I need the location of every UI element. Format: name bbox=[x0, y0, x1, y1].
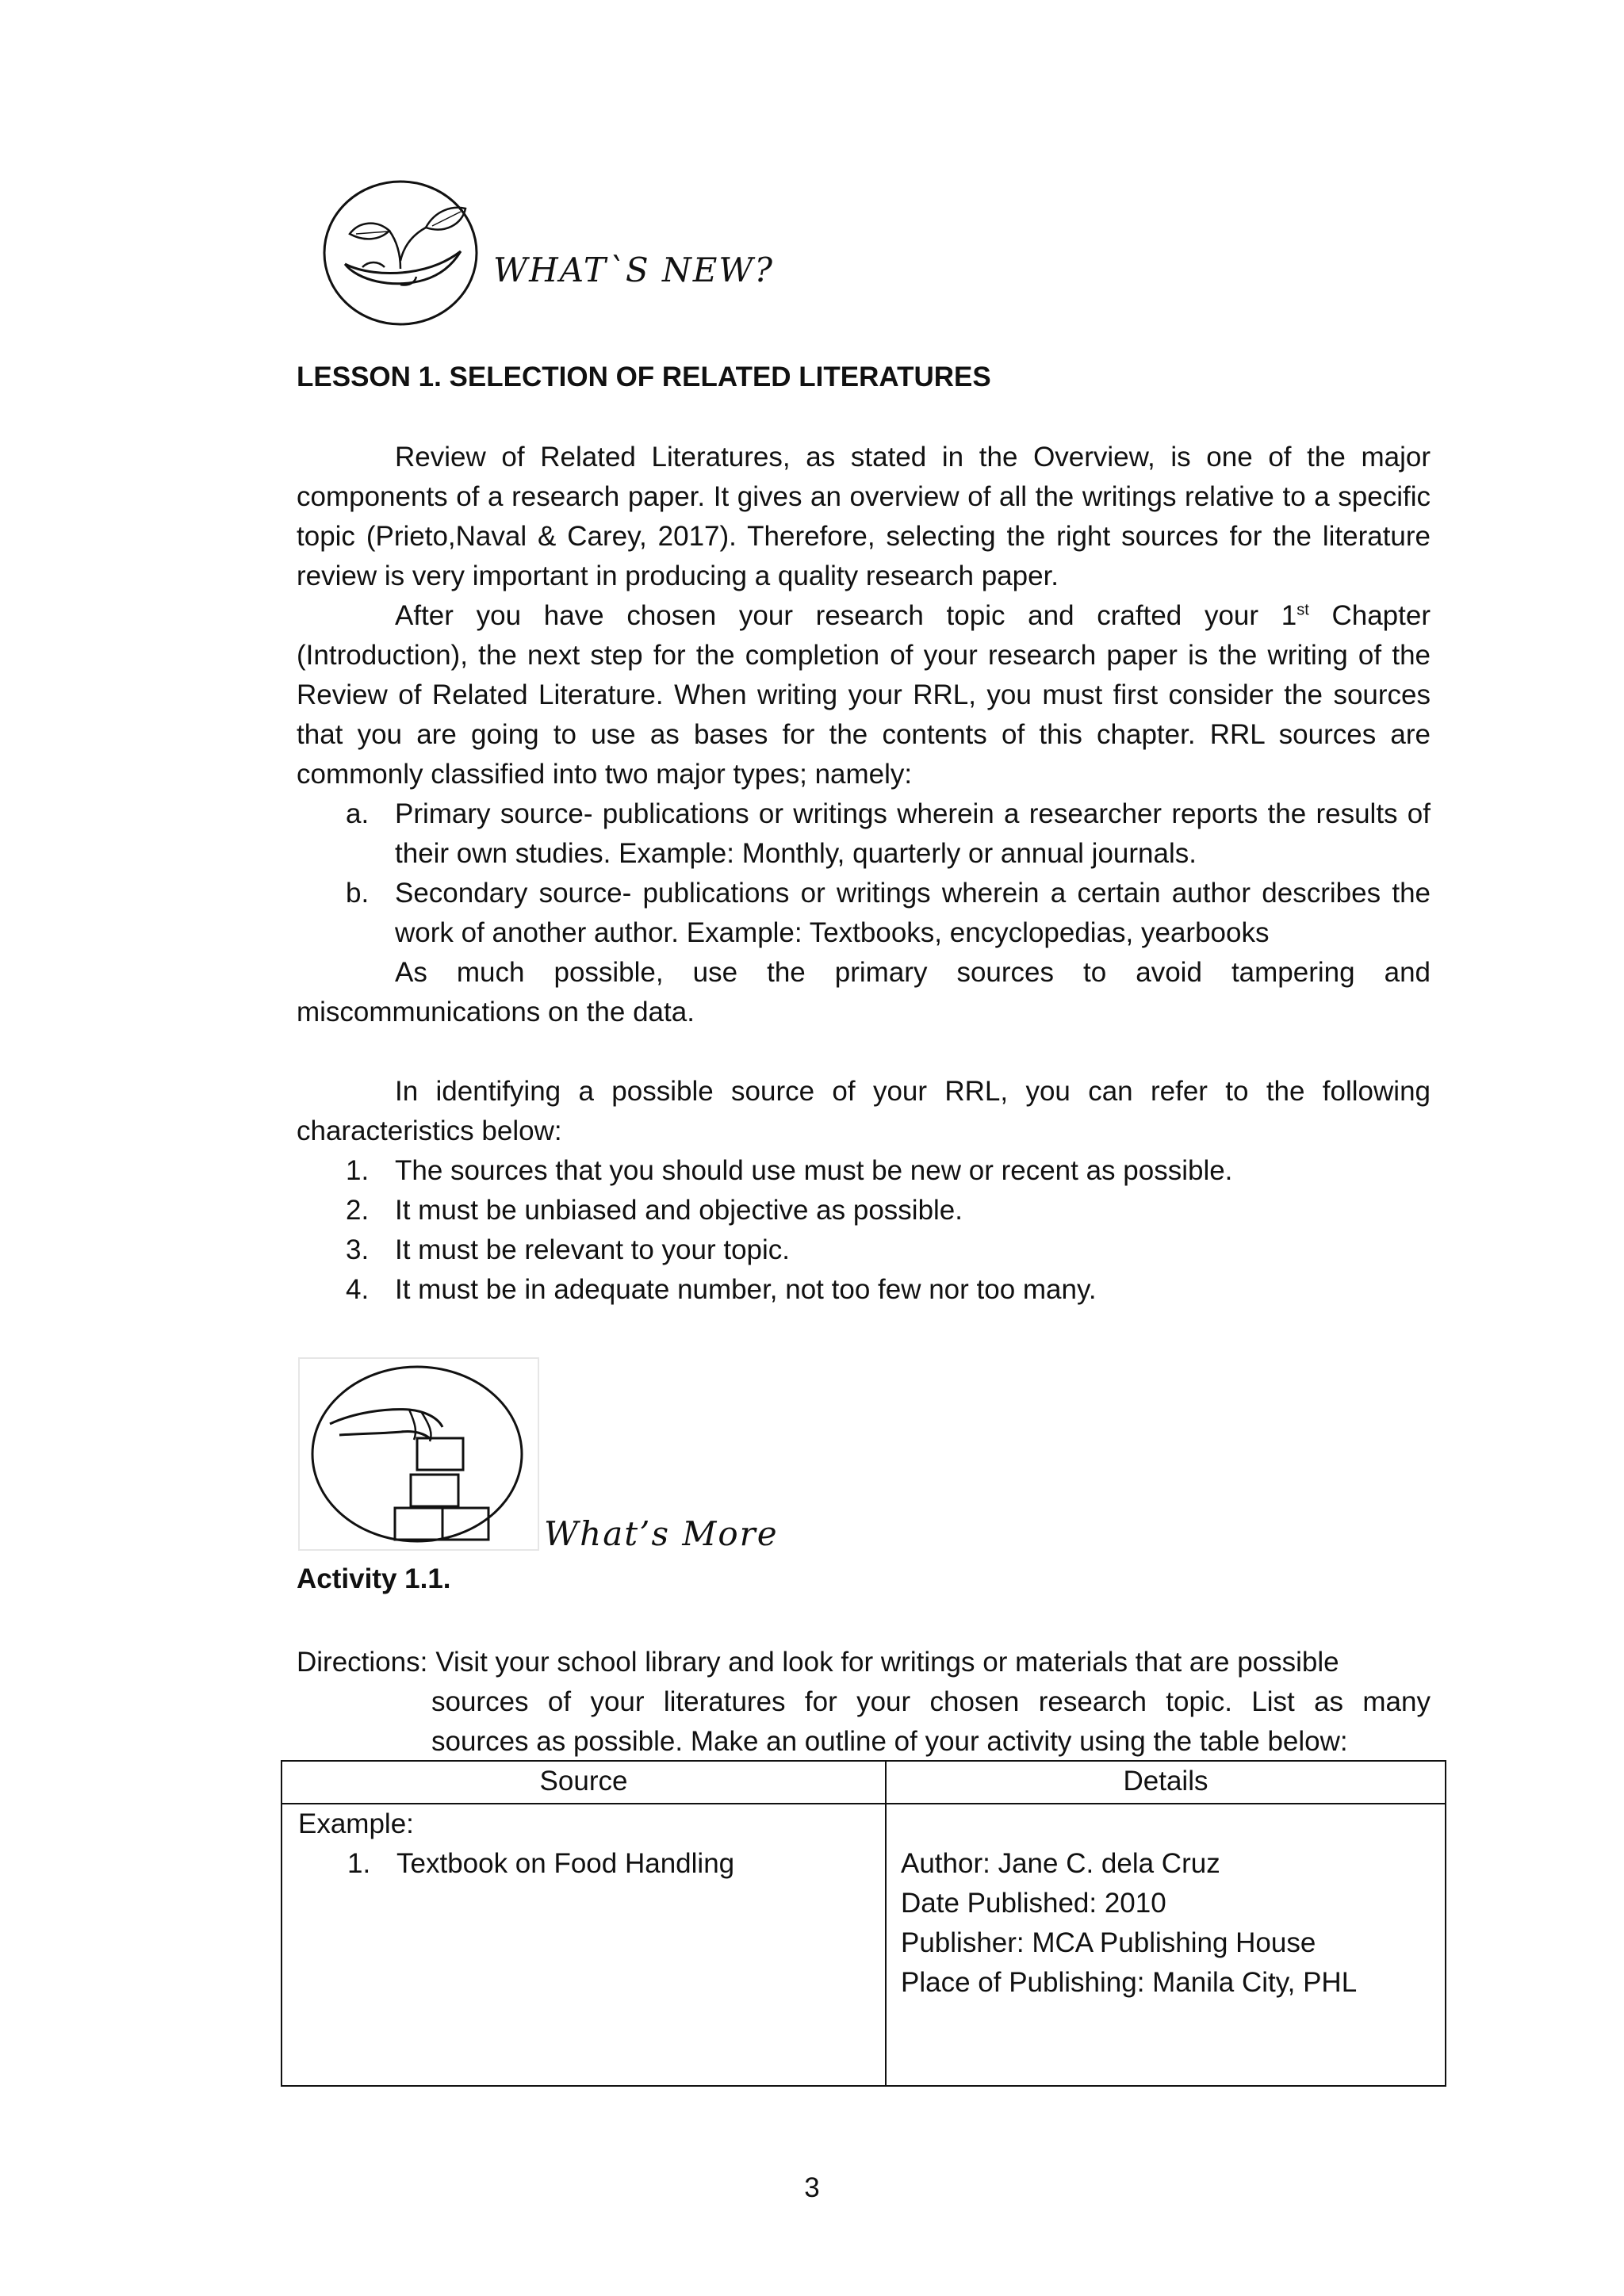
example-source: Textbook on Food Handling bbox=[396, 1848, 735, 1879]
directions-line-2: sources of your literatures for your chosen research topic. List as many bbox=[431, 1686, 1431, 1717]
column-header-source: Source bbox=[282, 1761, 886, 1804]
page-number: 3 bbox=[804, 2172, 820, 2203]
list-marker: 1. bbox=[347, 1848, 371, 1879]
list-item bbox=[297, 794, 1431, 874]
paragraph-characteristics-intro: In identifying a possible source of your RRL, you can refer to the following characteristics below: bbox=[297, 1076, 1431, 1146]
list-item bbox=[298, 1844, 885, 1884]
list-item bbox=[297, 1151, 1431, 1191]
lesson-heading: LESSON 1. SELECTION OF RELATED LITERATURES bbox=[297, 362, 991, 392]
list-item-text: It must be unbiased and objective as possible. bbox=[395, 1195, 963, 1226]
paragraph-rrl-sources-end: Chapter (Introduction), the next step for the completion of your research paper is the writing of the Review of Related Literature. When writing your RRL, you must first consider the sources that you are going to use as bases for the contents of this chapter. RRL sources are commonly classified into two major types; namely: bbox=[297, 600, 1431, 790]
list-marker: 4. bbox=[346, 1274, 370, 1305]
whats-more-title: What’s More bbox=[544, 1514, 779, 1553]
characteristics-list bbox=[297, 1151, 1431, 1310]
list-item bbox=[297, 874, 1431, 953]
blank-line bbox=[297, 1032, 1431, 1072]
directions-first-line bbox=[297, 1643, 1431, 1682]
plant-in-hand-icon bbox=[321, 178, 480, 327]
details-cell bbox=[886, 1804, 1446, 2086]
source-list bbox=[298, 1844, 885, 1884]
activity-table bbox=[281, 1760, 1446, 2087]
list-marker: b. bbox=[346, 878, 370, 909]
details-spacer bbox=[901, 1804, 1445, 1844]
list-item bbox=[297, 1270, 1431, 1310]
list-marker: 3. bbox=[346, 1234, 370, 1265]
list-item bbox=[297, 1230, 1431, 1270]
list-marker: 2. bbox=[346, 1195, 370, 1226]
list-item-text: It must be relevant to your topic. bbox=[395, 1234, 791, 1265]
activity-label: Activity 1.1. bbox=[297, 1563, 451, 1594]
list-item-text: It must be in adequate number, not too few nor too many. bbox=[395, 1274, 1097, 1305]
detail-publisher: Publisher: MCA Publishing House bbox=[901, 1927, 1316, 1958]
column-header-details: Details bbox=[886, 1761, 1446, 1804]
paragraph-intro: Review of Related Literatures, as stated in the Overview, is one of the major components of a research paper. It gives an overview of all the writings relative to a specific topic (Prieto,Naval & Carey, 2017). Therefore, selecting the right sources for the literature review is very important in producing a quality research paper. bbox=[297, 442, 1431, 591]
paragraph-primary-advice: As much possible, use the primary sources to avoid tampering and miscommunications on the data. bbox=[297, 957, 1431, 1027]
directions-lead: Directions: bbox=[297, 1647, 428, 1678]
list-item bbox=[297, 1191, 1431, 1230]
example-label: Example: bbox=[298, 1808, 414, 1839]
paragraph-rrl-sources-start: After you have chosen your research topic and crafted your 1 bbox=[395, 600, 1297, 631]
list-item-text: Primary source- publications or writings wherein a researcher reports the results of their own studies. Example: Monthly, quarterly or annual journals. bbox=[395, 798, 1431, 869]
hand-stacking-blocks-icon bbox=[298, 1357, 539, 1551]
table-row bbox=[282, 1804, 1446, 2086]
detail-place: Place of Publishing: Manila City, PHL bbox=[901, 1967, 1358, 1998]
lesson-body bbox=[297, 438, 1431, 1310]
directions-line-3: sources as possible. Make an outline of your activity using the table below: bbox=[431, 1726, 1348, 1757]
whats-new-title: WHAT`S NEW? bbox=[493, 251, 775, 289]
paragraph-rrl-sources bbox=[297, 596, 1431, 794]
superscript-st: st bbox=[1297, 601, 1309, 619]
source-cell bbox=[282, 1804, 886, 2086]
directions bbox=[297, 1643, 1431, 1762]
table-header-row bbox=[282, 1761, 1446, 1804]
detail-date: Date Published: 2010 bbox=[901, 1888, 1166, 1919]
list-item-text: Secondary source- publications or writings wherein a certain author describes the work of another author. Example: Textbooks, encyclopedias, yearbooks bbox=[395, 878, 1431, 948]
list-marker: a. bbox=[346, 798, 370, 829]
source-types-list bbox=[297, 794, 1431, 953]
list-marker: 1. bbox=[346, 1155, 370, 1186]
directions-line-1: Visit your school library and look for writings or materials that are possible bbox=[435, 1647, 1339, 1678]
detail-author: Author: Jane C. dela Cruz bbox=[901, 1848, 1220, 1879]
list-item-text: The sources that you should use must be new or recent as possible. bbox=[395, 1155, 1233, 1186]
